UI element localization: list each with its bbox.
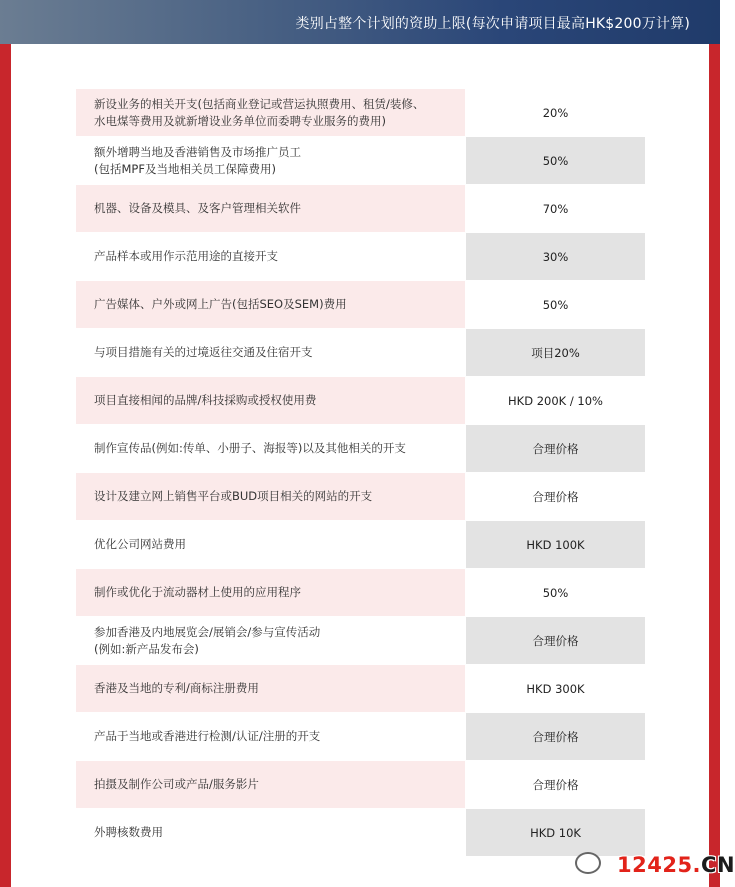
cap-cell: 合理价格 [466,473,645,520]
item-cell [76,713,466,760]
item-text: 新设业务的相关开支(包括商业登记或营运执照费用、租赁/装修、 [94,96,425,111]
item-cell [76,617,466,664]
item-text: 拍摄及制作公司或产品/服务影片 [94,777,259,791]
table-row [76,809,645,857]
item-text: 项目直接相闻的品牌/科技採购或授权使用费 [94,393,317,407]
item-text: 参加香港及内地展览会/展销会/参与宣传活动 [94,624,321,639]
table-row [76,281,645,329]
table-row [76,569,645,617]
table-row [76,377,645,425]
item-cell [76,761,466,808]
cap-cell: 20% [466,89,645,136]
cap-cell: 50% [466,569,645,616]
item-cell [76,425,466,472]
item-cell [76,377,466,424]
table-row [76,233,645,281]
watermark-site: 12425. [617,853,702,877]
item-text: 机器、设备及模具、及客户管理相关软件 [94,201,301,215]
item-cell [76,665,466,712]
table-row [76,185,645,233]
table-row [76,665,645,713]
cap-cell: 50% [466,137,645,184]
cap-cell: 合理价格 [466,713,645,760]
cap-cell: HKD 300K [466,665,645,712]
item-text: 设计及建立网上销售平台或BUD项目相关的网站的开支 [94,489,373,503]
item-cell [76,137,466,184]
item-cell [76,89,466,136]
cap-cell: HKD 200K / 10% [466,377,645,424]
cap-cell: 70% [466,185,645,232]
item-text: (包括MPF及当地相关员工保障费用) [94,161,276,176]
item-text: 优化公司网站费用 [94,537,186,551]
item-text: 制作或优化于流动器材上使用的应用程序 [94,585,301,599]
table-row [76,713,645,761]
cap-cell: 合理价格 [466,761,645,808]
item-cell [76,569,466,616]
wechat-icon [575,852,601,874]
item-cell [76,185,466,232]
watermark-tld: CN [701,853,735,877]
table-row [76,425,645,473]
item-cell [76,809,466,856]
item-text: (例如:新产品发布会) [94,641,199,656]
item-text: 产品样本或用作示范用途的直接开支 [94,249,278,263]
table-row [76,761,645,809]
table-row [76,329,645,377]
cap-cell: 50% [466,281,645,328]
cap-cell: 项目20% [466,329,645,376]
item-cell [76,281,466,328]
item-cell [76,521,466,568]
item-text: 外聘核数费用 [94,825,163,839]
table-row [76,617,645,665]
header-title: 类别占整个计划的资助上限(每次申请项目最高HK$200万计算) [295,16,690,32]
table-row [76,473,645,521]
cap-cell: HKD 100K [466,521,645,568]
item-text: 香港及当地的专利/商标注册费用 [94,681,259,695]
left-red-border [0,44,11,887]
item-text: 水电煤等费用及就新增设业务单位而委聘专业服务的费用) [94,113,386,128]
cap-cell: 合理价格 [466,617,645,664]
watermark-text [617,853,735,877]
item-cell [76,473,466,520]
item-text: 制作宣传品(例如:传单、小册子、海报等)以及其他相关的开支 [94,441,406,455]
table-row [76,137,645,185]
site-watermark [575,852,735,887]
item-text: 广告媒体、户外或网上广告(包括SEO及SEM)费用 [94,297,347,311]
cap-cell: 30% [466,233,645,280]
item-cell [76,329,466,376]
cap-cell: 合理价格 [466,425,645,472]
item-text: 额外增聘当地及香港销售及市场推广员工 [94,144,301,159]
table-row [76,521,645,569]
item-text: 产品于当地或香港进行检测/认证/注册的开支 [94,729,321,743]
funding-cap-table [76,89,645,857]
item-text: 与项目措施有关的过境返往交通及住宿开支 [94,345,313,359]
cap-cell: HKD 10K [466,809,645,856]
right-red-border [709,44,720,887]
header-banner [0,0,720,44]
table-row [76,89,645,137]
item-cell [76,233,466,280]
